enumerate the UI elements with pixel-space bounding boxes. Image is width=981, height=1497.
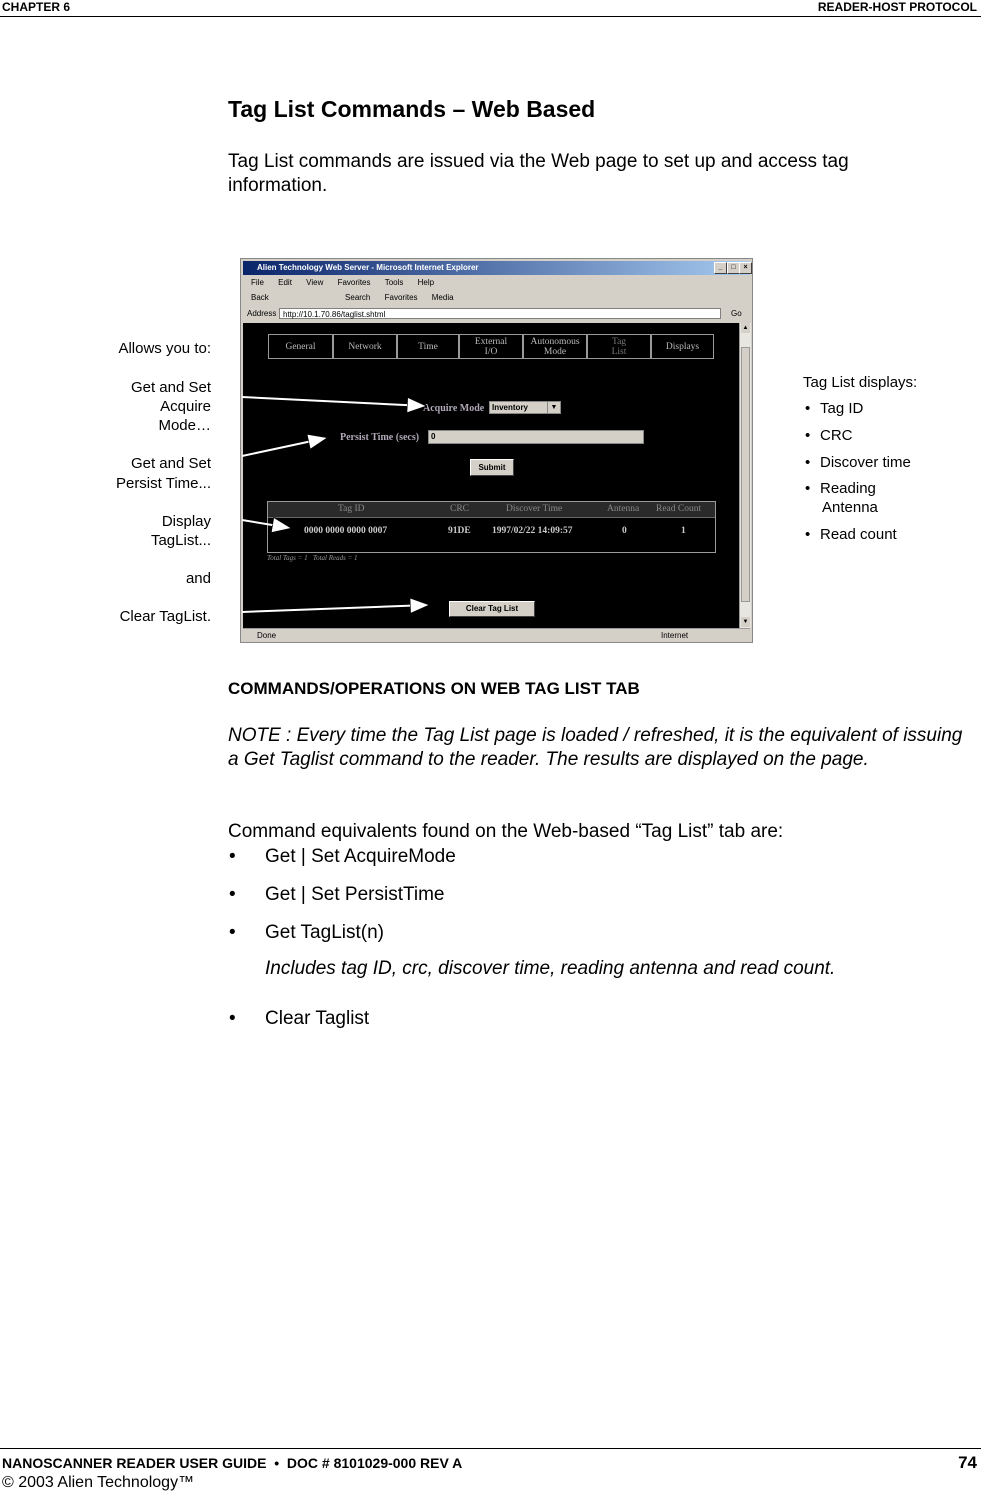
bullet-glyph: • xyxy=(229,884,236,905)
bullet-glyph: • xyxy=(229,846,236,867)
bullet-glyph: • xyxy=(805,454,811,471)
cell-antenna: 0 xyxy=(622,526,627,536)
list-item-note: Includes tag ID, crc, discover time, reading antenna and read count. xyxy=(265,958,836,979)
bullet-glyph: • xyxy=(805,480,811,497)
annotation-right-item: CRC xyxy=(820,427,853,444)
tab-autonomous-mode[interactable]: Autonomous Mode xyxy=(523,334,587,359)
column-crc: CRC xyxy=(450,504,470,514)
arrow-clear xyxy=(242,605,428,612)
annotation-right-title: Tag List displays: xyxy=(803,374,918,391)
submit-button[interactable]: Submit xyxy=(470,459,514,476)
menu-file[interactable]: File xyxy=(251,278,264,287)
minimize-icon[interactable]: _ xyxy=(714,262,727,274)
cell-discover-time: 1997/02/22 14:09:57 xyxy=(492,526,573,536)
menu-help[interactable]: Help xyxy=(417,278,435,287)
cell-crc: 91DE xyxy=(448,526,471,536)
window-title: Alien Technology Web Server - Microsoft Internet Explorer xyxy=(257,263,479,272)
go-button[interactable]: Go xyxy=(731,309,742,318)
footer-rule xyxy=(0,1448,981,1449)
annotation-right-item: Discover time xyxy=(820,454,911,471)
tab-displays[interactable]: Displays xyxy=(651,334,714,359)
cell-read-count: 1 xyxy=(681,526,686,536)
acquire-mode-label: Acquire Mode xyxy=(423,403,485,414)
menu-edit[interactable]: Edit xyxy=(278,278,292,287)
persist-time-input[interactable]: 0 xyxy=(428,430,644,444)
totals-text: Total Tags = 1 Total Reads = 1 xyxy=(267,554,358,562)
annotation-persist-2: Persist Time... xyxy=(115,475,211,492)
bullet-glyph: • xyxy=(805,427,811,444)
intro-paragraph: Tag List commands are issued via the Web page to set up and access tag information. xyxy=(228,151,849,196)
section-label: READER-HOST PROTOCOL xyxy=(817,0,977,14)
list-item-text: Clear Taglist xyxy=(265,1008,370,1029)
scroll-down-icon[interactable]: ▼ xyxy=(742,619,749,625)
annotation-and: and xyxy=(185,570,211,587)
acquire-mode-select[interactable]: Inventory xyxy=(489,401,561,414)
column-read-count: Read Count xyxy=(656,504,702,514)
menu-favorites[interactable]: Favorites xyxy=(337,278,371,287)
arrow-acquire xyxy=(242,397,425,406)
bullet-glyph: • xyxy=(229,1008,236,1029)
status-done: Done xyxy=(257,631,277,640)
address-label: Address xyxy=(247,309,277,318)
page-title: Tag List Commands – Web Based xyxy=(228,96,596,122)
tab-tag-list[interactable]: Tag List xyxy=(587,334,651,359)
media-button[interactable]: Media xyxy=(431,293,454,302)
close-icon[interactable]: × xyxy=(739,262,752,274)
status-internet: Internet xyxy=(661,631,689,640)
equivalents-intro: Command equivalents found on the Web-based “Tag List” tab are: xyxy=(228,821,784,842)
annotation-acquire-1: Get and Set xyxy=(130,379,211,396)
annotation-right-item: Read count xyxy=(820,526,897,543)
favorites-button[interactable]: Favorites xyxy=(384,293,418,302)
tab-external-io[interactable]: External I/O xyxy=(459,334,523,359)
annotation-right-item: Tag ID xyxy=(820,400,864,417)
cell-tag-id: 0000 0000 0000 0007 xyxy=(304,526,388,536)
column-antenna: Antenna xyxy=(607,504,640,514)
annotation-persist-1: Get and Set xyxy=(130,455,211,472)
note-paragraph: NOTE : Every time the Tag List page is loaded / refreshed, it is the equivalent of issuing a Get Taglist command to the reader. The results are displayed on the page. xyxy=(228,725,963,770)
persist-time-label: Persist Time (secs) xyxy=(340,432,420,443)
menu-tools[interactable]: Tools xyxy=(384,278,404,287)
tab-general[interactable]: General xyxy=(268,334,333,359)
annotation-acquire-2: Acquire xyxy=(160,398,211,415)
bullet-glyph: • xyxy=(805,526,811,543)
address-input[interactable]: http://10.1.70.86/taglist.shtml xyxy=(279,308,721,319)
annotation-allows: Allows you to: xyxy=(118,340,211,357)
chevron-down-icon[interactable]: ▼ xyxy=(547,402,560,413)
footer-guide: NANOSCANNER READER USER GUIDE • DOC # 8101029-000 REV A xyxy=(2,1455,463,1471)
list-item-text: Get | Set AcquireMode xyxy=(265,846,456,867)
tab-network[interactable]: Network xyxy=(333,334,397,359)
annotation-acquire-3: Mode… xyxy=(158,417,211,434)
back-button[interactable]: Back xyxy=(251,293,269,302)
list-item-text: Get | Set PersistTime xyxy=(265,884,445,905)
section-heading: COMMANDS/OPERATIONS ON WEB TAG LIST TAB xyxy=(228,679,640,698)
search-button[interactable]: Search xyxy=(345,293,371,302)
footer-copyright: © 2003 Alien Technology™ xyxy=(2,1474,195,1491)
tab-time[interactable]: Time xyxy=(397,334,459,359)
column-discover-time: Discover Time xyxy=(506,504,563,514)
arrow-display xyxy=(242,520,290,528)
annotation-clear: Clear TagList. xyxy=(119,608,211,625)
arrow-persist xyxy=(242,438,326,456)
list-item-text: Get TagList(n) xyxy=(265,922,384,943)
clear-tag-list-button[interactable]: Clear Tag List xyxy=(449,601,535,617)
scroll-up-icon[interactable]: ▲ xyxy=(742,325,749,331)
menu-view[interactable]: View xyxy=(306,278,324,287)
bullet-glyph: • xyxy=(805,400,811,417)
annotation-display-1: Display xyxy=(161,513,211,530)
column-tag-id: Tag ID xyxy=(338,504,365,514)
maximize-icon[interactable]: □ xyxy=(727,262,740,274)
chapter-label: CHAPTER 6 xyxy=(2,0,71,14)
annotation-right-item: Antenna xyxy=(822,499,878,516)
bullet-glyph: • xyxy=(229,922,236,943)
annotation-display-2: TagList... xyxy=(150,532,211,549)
annotation-right-item: Reading xyxy=(820,480,876,497)
page-number: 74 xyxy=(958,1453,977,1472)
